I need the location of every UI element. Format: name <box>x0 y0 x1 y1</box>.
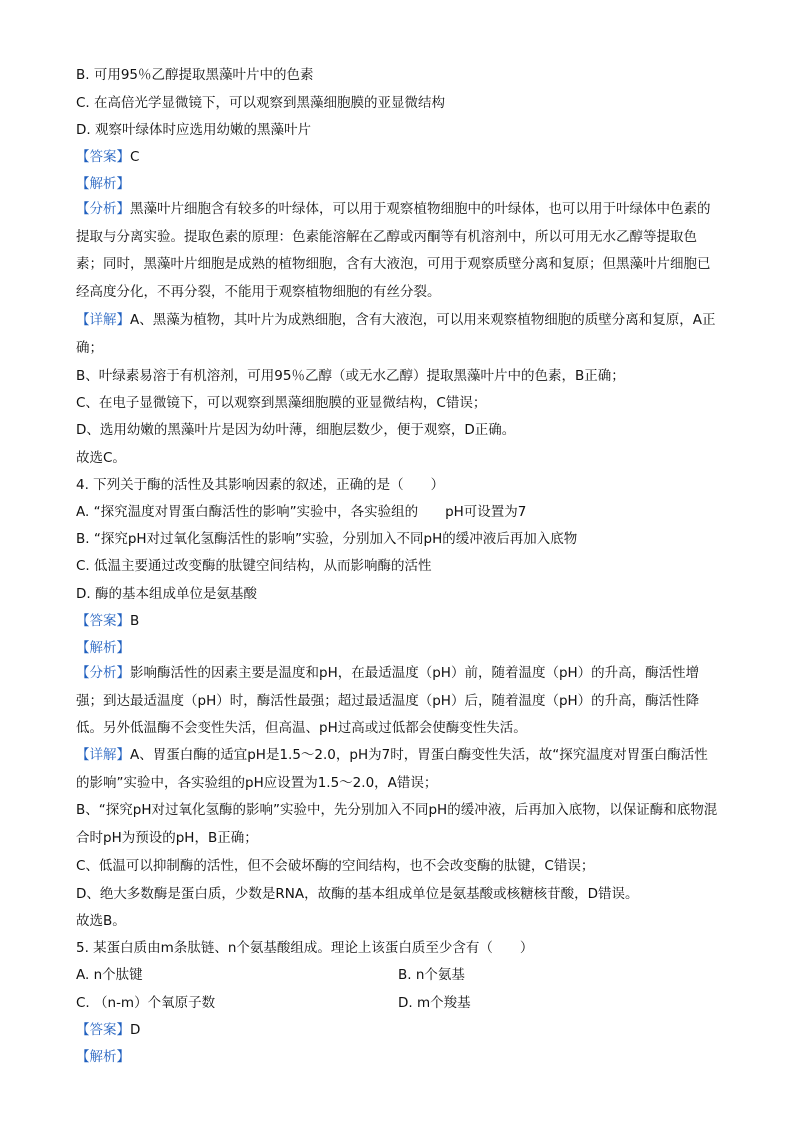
q3-option-d: D. 观察叶绿体时应选用幼嫩的黑藻叶片 <box>76 122 311 138</box>
q4-analysis-tag: 【解析】 <box>76 640 130 656</box>
q4-detail-b: B、“探究pH对过氧化氢酶的影响”实验中，先分别加入不同pH的缓冲液，后再加入底物，以保证酶和底物混合时pH为预设的pH，B正确； <box>76 802 718 846</box>
xiangjie-text: A、胃蛋白酶的适宜pH是1.5～2.0，pH为7时，胃蛋白酶变性失活，故“探究温度对胃蛋白酶活性的影响”实验中，各实验组的pH应设置为1.5～2.0，A错误； <box>76 747 708 791</box>
answer-tag: 【答案】 <box>76 613 130 629</box>
q3-xiangjie <box>76 307 720 362</box>
q5-analysis-tag: 【解析】 <box>76 1049 130 1065</box>
q4-detail-d: D、绝大多数酶是蛋白质，少数是RNA，故酶的基本组成单位是氨基酸或核糖核苷酸，D错误。 <box>76 886 639 902</box>
q3-fenxi <box>76 196 720 306</box>
q4-detail-c: C、低温可以抑制酶的活性，但不会破坏酶的空间结构，也不会改变酶的肽键，C错误； <box>76 858 595 874</box>
fenxi-text: 影响酶活性的因素主要是温度和pH，在最适温度（pH）前，随着温度（pH）的升高，酶活性增强；到达最适温度（pH）时，酶活性最强；超过最适温度（pH）后，随着温度（pH）的升高，酶活性降低。另外低温酶不会变性失活，但高温、pH过高或过低都会使酶变性失活。 <box>76 665 700 737</box>
q4-option-d: D. 酶的基本组成单位是氨基酸 <box>76 586 257 602</box>
answer-tag: 【答案】 <box>76 1022 130 1038</box>
q4-fenxi <box>76 660 720 743</box>
q5-option-a: A. n个肽键 <box>76 967 143 983</box>
xiangjie-text: A、黑藻为植物，其叶片为成熟细胞，含有大液泡，可以用来观察植物细胞的质壁分离和复原，A正确； <box>76 312 716 356</box>
answer-value: B <box>130 613 140 629</box>
q3-option-c: C. 在高倍光学显微镜下，可以观察到黑藻细胞膜的亚显微结构 <box>76 95 446 111</box>
q3-detail-c: C、在电子显微镜下，可以观察到黑藻细胞膜的亚显微结构，C错误； <box>76 395 487 411</box>
q3-detail-d: D、选用幼嫩的黑藻叶片是因为幼叶薄，细胞层数少，便于观察，D正确。 <box>76 422 516 438</box>
q5-stem: 5. 某蛋白质由m条肽链、n个氨基酸组成。理论上该蛋白质至少含有（ ） <box>76 940 534 956</box>
q5-option-d: D. m个羧基 <box>398 995 471 1011</box>
q4-option-c: C. 低温主要通过改变酶的肽键空间结构，从而影响酶的活性 <box>76 558 432 574</box>
xiangjie-tag: 【详解】 <box>76 747 130 763</box>
fenxi-tag: 【分析】 <box>76 201 130 217</box>
fenxi-text: 黑藻叶片细胞含有较多的叶绿体，可以用于观察植物细胞中的叶绿体，也可以用于叶绿体中色素的提取与分离实验。提取色素的原理：色素能溶解在乙醇或丙酮等有机溶剂中，所以可用无水乙醇等提取色素；同时，黑藻叶片细胞是成熟的植物细胞，含有大液泡，可用于观察质壁分离和复原；但黑藻叶片细胞已经高度分化，不再分裂，不能用于观察植物细胞的有丝分裂。 <box>76 201 711 300</box>
answer-tag: 【答案】 <box>76 149 130 165</box>
q4-xiangjie <box>76 742 720 797</box>
q4-option-b: B. “探究pH对过氧化氢酶活性的影响”实验，分别加入不同pH的缓冲液后再加入底物 <box>76 531 578 547</box>
q4-answer <box>76 612 139 630</box>
q3-analysis-tag: 【解析】 <box>76 176 130 192</box>
answer-value: C <box>130 149 140 165</box>
q5-answer <box>76 1021 140 1039</box>
q4-stem: 4. 下列关于酶的活性及其影响因素的叙述，正确的是（ ） <box>76 477 445 493</box>
fenxi-tag: 【分析】 <box>76 665 130 681</box>
answer-value: D <box>130 1022 141 1038</box>
q4-conclusion: 故选B。 <box>76 913 126 929</box>
q4-option-a: A. “探究温度对胃蛋白酶活性的影响”实验中，各实验组的 pH可设置为7 <box>76 504 527 520</box>
q3-detail-b: B、叶绿素易溶于有机溶剂，可用95％乙醇（或无水乙醇）提取黑藻叶片中的色素，B正确； <box>76 368 625 384</box>
q3-answer <box>76 148 139 166</box>
xiangjie-tag: 【详解】 <box>76 312 130 328</box>
q5-option-b: B. n个氨基 <box>398 967 465 983</box>
q3-conclusion: 故选C。 <box>76 450 126 466</box>
q5-option-c: C. （n-m）个氧原子数 <box>76 995 216 1011</box>
q3-option-b: B. 可用95％乙醇提取黑藻叶片中的色素 <box>76 67 314 83</box>
